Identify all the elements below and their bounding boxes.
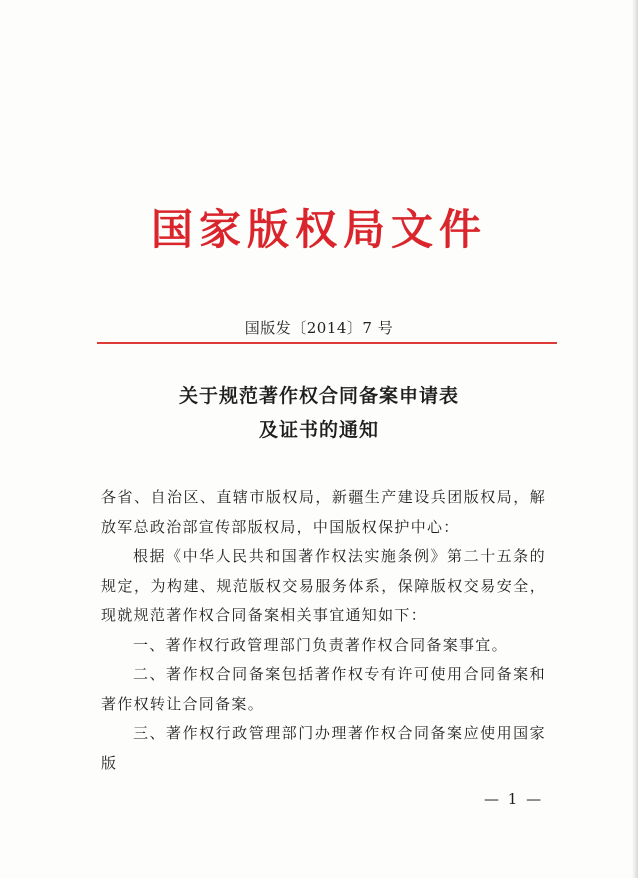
masthead-title: 国家版权局文件	[150, 205, 487, 254]
notice-body	[101, 483, 546, 778]
red-divider-line	[97, 342, 557, 344]
page-number: — 1 —	[484, 790, 544, 808]
body-paragraph-item-2: 二、著作权合同备案包括著作权专有许可使用合同备案和著作权转让合同备案。	[101, 665, 546, 713]
notice-title-line-2: 及证书的通知	[258, 419, 379, 441]
notice-title-line-1: 关于规范著作权合同备案申请表	[178, 385, 459, 407]
recipients-paragraph: 各省、自治区、直辖市版权局，新疆生产建设兵团版权局，解放军总政治部宣传部版权局，中国版权保护中心：	[101, 488, 546, 536]
body-paragraph-item-3: 三、著作权行政管理部门办理著作权合同备案应使用国家版	[101, 724, 546, 772]
document-number: 国版发〔2014〕7 号	[244, 319, 394, 337]
body-paragraph-intro: 根据《中华人民共和国著作权法实施条例》第二十五条的规定，为构建、规范版权交易服务体系，保障版权交易安全，现就规范著作权合同备案相关事宜通知如下：	[101, 547, 546, 624]
notice-title	[0, 379, 638, 447]
body-paragraph-item-1: 一、著作权行政管理部门负责著作权合同备案事宜。	[133, 635, 508, 654]
